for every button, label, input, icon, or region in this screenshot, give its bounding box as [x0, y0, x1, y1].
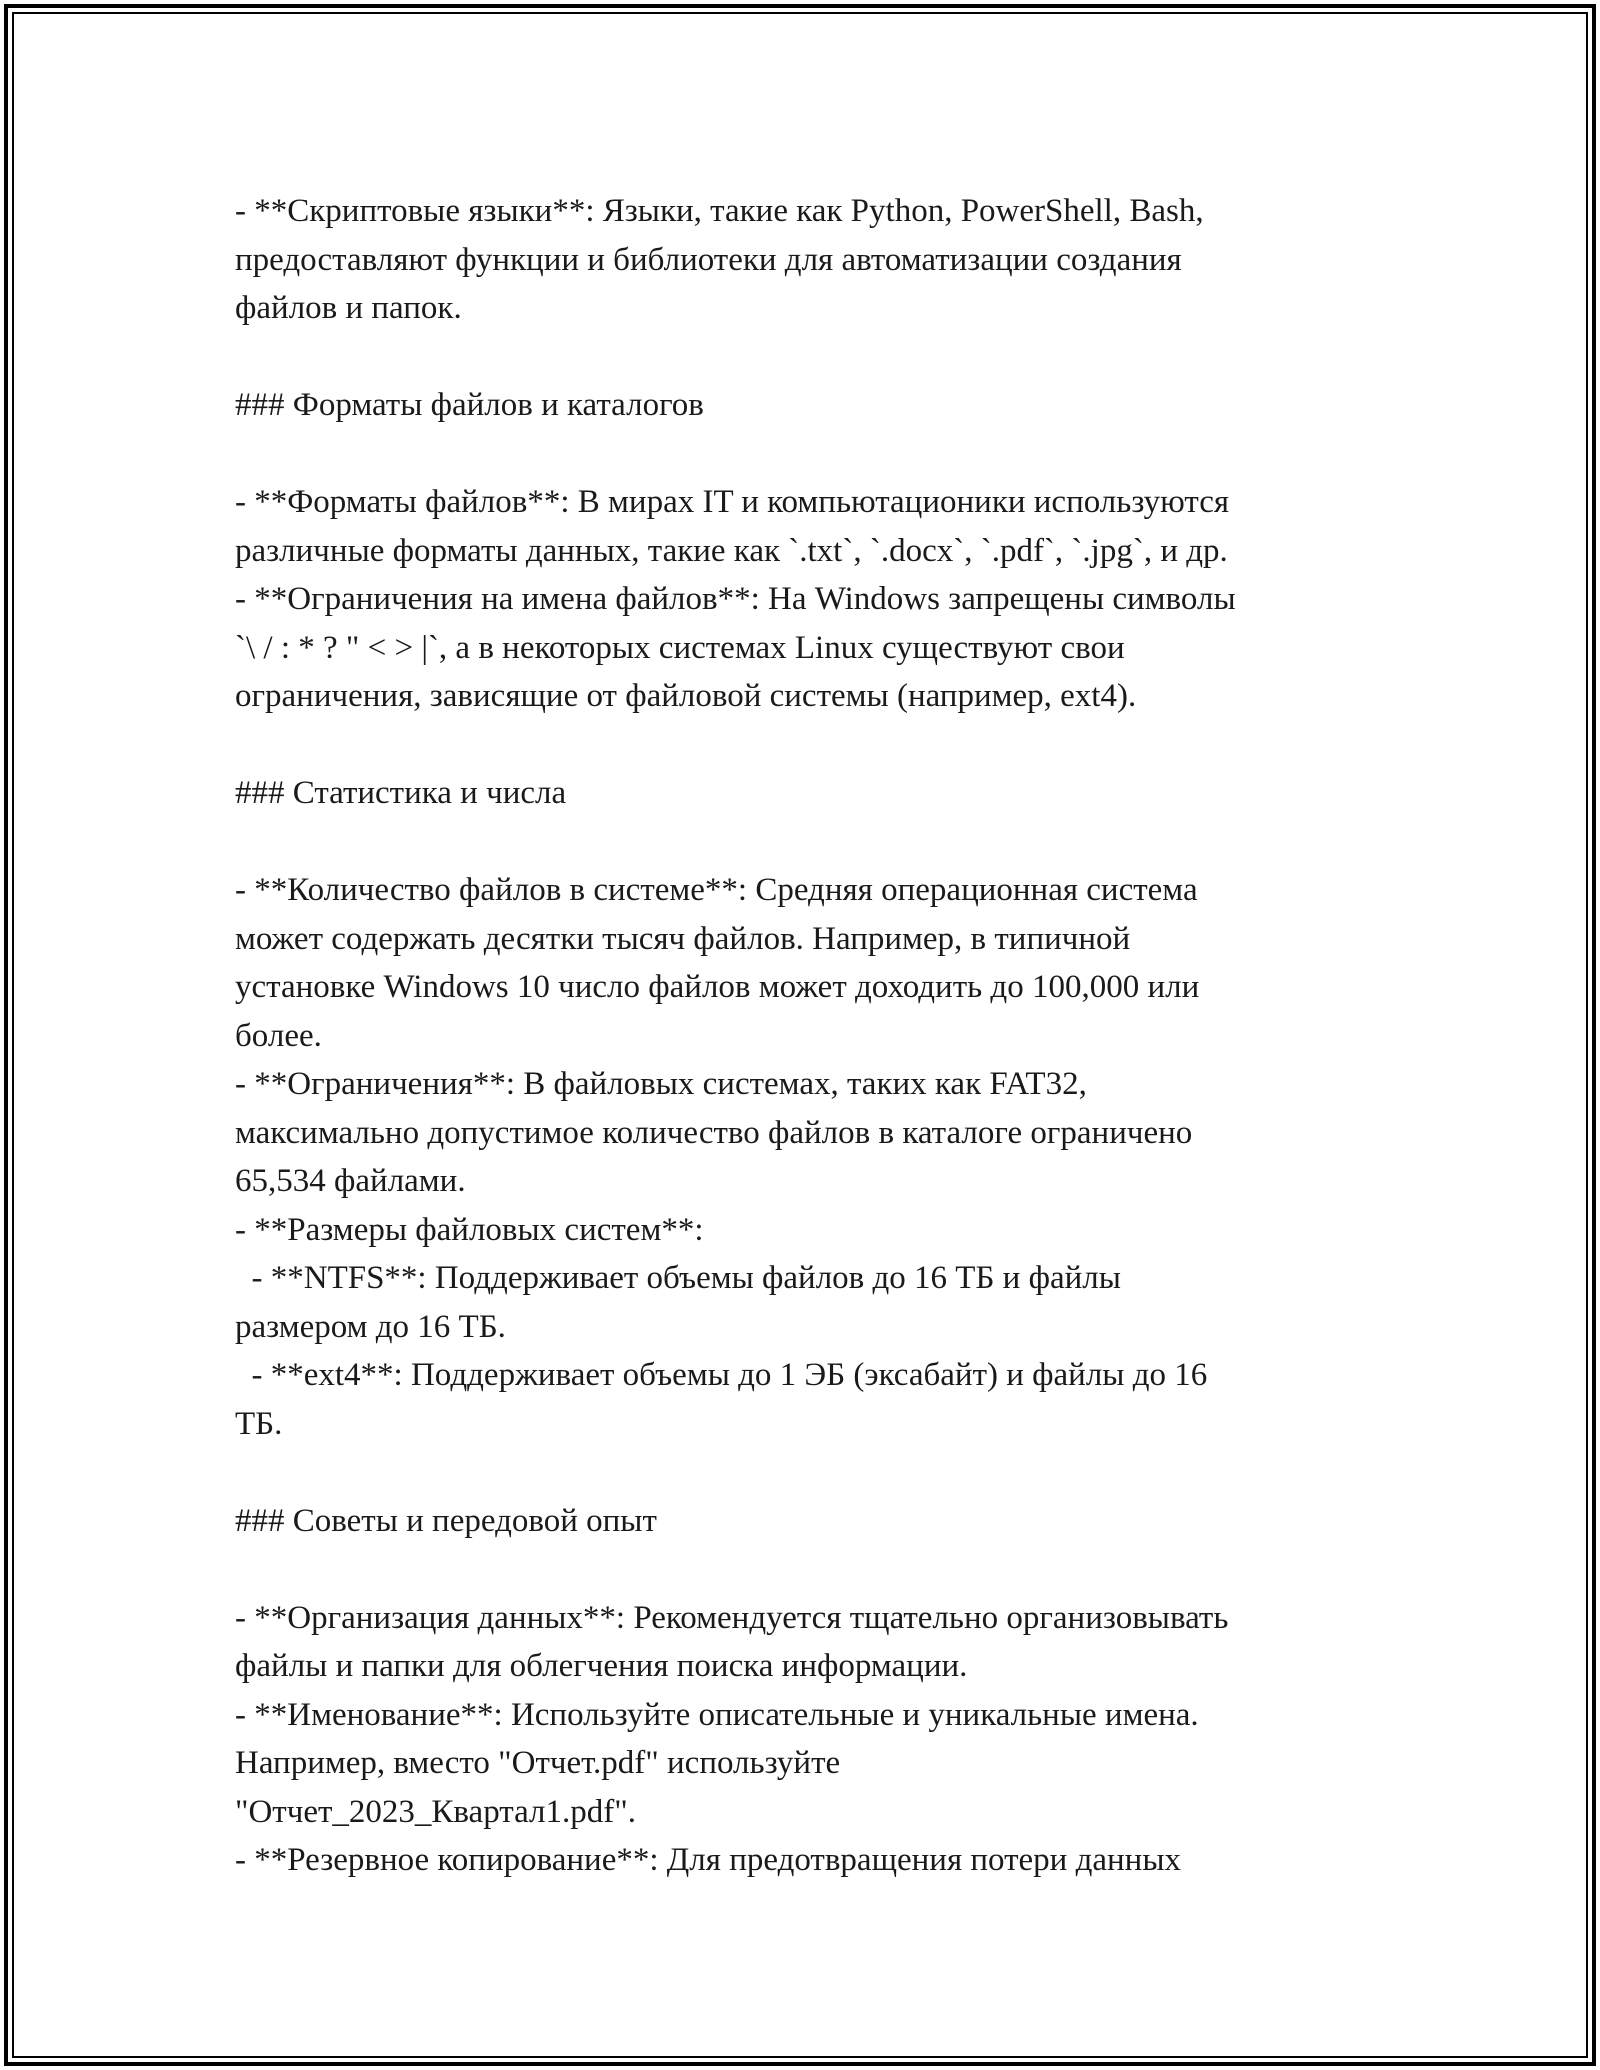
text-line: максимально допустимое количество файлов в каталоге ограничено: [235, 1114, 1193, 1151]
text-line: - **Именование**: Используйте описательные и уникальные имена.: [235, 1696, 1199, 1733]
text-line: размером до 16 ТБ.: [235, 1308, 506, 1345]
text-line: - **NTFS**: Поддерживает объемы файлов до 16 ТБ и файлы: [235, 1260, 1121, 1296]
section-heading: ### Советы и передовой опыт: [235, 1502, 657, 1539]
text-line: Например, вместо "Отчет.pdf" используйте: [235, 1745, 841, 1781]
text-line: - **Количество файлов в системе**: Средняя операционная система: [235, 872, 1198, 908]
text-line: - **Размеры файловых систем**:: [235, 1211, 704, 1248]
text-line: - **Резервное копирование**: Для предотвращения потери данных: [235, 1842, 1182, 1878]
text-line: установке Windows 10 число файлов может доходить до 100,000 или: [235, 969, 1200, 1005]
text-line: - **Форматы файлов**: В мирах IT и компьютационики используются: [235, 484, 1230, 520]
text-line: предоставляют функции и библиотеки для автоматизации создания: [235, 241, 1182, 278]
text-line: - **Скриптовые языки**: Языки, такие как Python, PowerShell, Bash,: [235, 193, 1204, 229]
text-line: ТБ.: [235, 1405, 283, 1442]
blank-line: [235, 1545, 1395, 1594]
text-line: - **Ограничения на имена файлов**: На Windows запрещены символы: [235, 581, 1236, 617]
text-line: может содержать десятки тысяч файлов. Например, в типичной: [235, 920, 1131, 957]
text-line: более.: [235, 1017, 322, 1054]
text-line: файлов и папок.: [235, 290, 462, 326]
text-line: файлы и папки для облегчения поиска информации.: [235, 1648, 968, 1684]
document-body: [235, 187, 1395, 1885]
text-line: - **Организация данных**: Рекомендуется тщательно организовывать: [235, 1599, 1229, 1636]
section-heading: ### Форматы файлов и каталогов: [235, 387, 704, 423]
blank-line: [235, 430, 1395, 479]
text-line: различные форматы данных, такие как `.txt`, `.docx`, `.pdf`, `.jpg`, и др.: [235, 532, 1228, 569]
section-heading: ### Статистика и числа: [235, 775, 567, 811]
blank-line: [235, 1448, 1395, 1497]
blank-line: [235, 818, 1395, 867]
blank-line: [235, 721, 1395, 770]
text-line: `\ / : * ? " < > |`, а в некоторых системах Linux существуют свои: [235, 629, 1125, 666]
text-line: "Отчет_2023_Квартал1.pdf".: [235, 1793, 636, 1830]
text-line: - **ext4**: Поддерживает объемы до 1 ЭБ (эксабайт) и файлы до 16: [235, 1357, 1208, 1393]
text-line: 65,534 файлами.: [235, 1163, 466, 1199]
text-line: ограничения, зависящие от файловой системы (например, ext4).: [235, 678, 1137, 714]
text-line: - **Ограничения**: В файловых системах, таких как FAT32,: [235, 1066, 1087, 1102]
blank-line: [235, 333, 1395, 382]
